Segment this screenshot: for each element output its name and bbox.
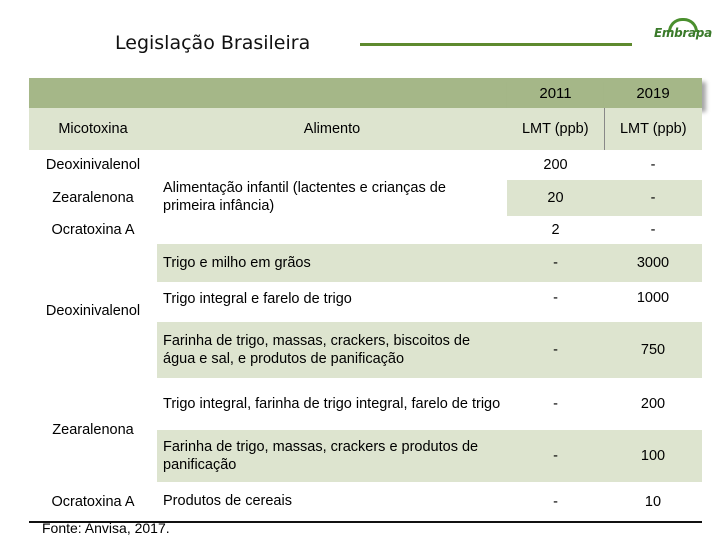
col-header-lmt-2019: LMT (ppb) bbox=[604, 108, 702, 150]
value-2011: - bbox=[507, 482, 604, 522]
year-2011: 2011 bbox=[507, 78, 604, 108]
year-header-row bbox=[29, 78, 702, 108]
value-2019: 10 bbox=[604, 482, 702, 522]
value-2019: - bbox=[604, 180, 702, 216]
value-2019: 100 bbox=[604, 430, 702, 482]
title-underline bbox=[360, 43, 632, 46]
value-2011: - bbox=[507, 378, 604, 430]
col-header-alimento: Alimento bbox=[157, 108, 507, 150]
value-2011: - bbox=[507, 430, 604, 482]
food-cell: Trigo e milho em grãos bbox=[157, 244, 507, 282]
food-cell: Alimentação infantil (lactentes e crianças de primeira infância) bbox=[157, 150, 507, 244]
toxin-cell: Zearalenona bbox=[29, 180, 157, 216]
value-2019: - bbox=[604, 216, 702, 244]
toxin-cell: Ocratoxina A bbox=[29, 216, 157, 244]
food-cell: Farinha de trigo, massas, crackers, biscoitos de água e sal, e produtos de panificação bbox=[157, 322, 507, 378]
table-row bbox=[29, 244, 702, 282]
value-2011: 200 bbox=[507, 150, 604, 180]
value-2019: 750 bbox=[604, 322, 702, 378]
source-note: Fonte: Anvisa, 2017. bbox=[42, 520, 170, 536]
toxin-cell: Deoxinivalenol bbox=[29, 150, 157, 180]
page-title: Legislação Brasileira bbox=[115, 32, 311, 54]
value-2011: - bbox=[507, 244, 604, 282]
value-2019: 200 bbox=[604, 378, 702, 430]
food-cell: Farinha de trigo, massas, crackers e produtos de panificação bbox=[157, 430, 507, 482]
value-2019: - bbox=[604, 150, 702, 180]
food-cell: Trigo integral, farinha de trigo integral, farelo de trigo bbox=[157, 378, 507, 430]
col-header-lmt-2011: LMT (ppb) bbox=[507, 108, 604, 150]
value-2011: - bbox=[507, 322, 604, 378]
col-header-micotoxina: Micotoxina bbox=[29, 108, 157, 150]
table-row bbox=[29, 378, 702, 430]
value-2019: 3000 bbox=[604, 244, 702, 282]
year-header-blank bbox=[29, 78, 507, 108]
value-2011: 20 bbox=[507, 180, 604, 216]
year-2019: 2019 bbox=[604, 78, 702, 108]
toxin-cell: Ocratoxina A bbox=[29, 482, 157, 522]
value-2011: 2 bbox=[507, 216, 604, 244]
toxin-cell: Deoxinivalenol bbox=[29, 244, 157, 378]
embrapa-logo bbox=[654, 18, 714, 48]
food-cell: Trigo integral e farelo de trigo bbox=[157, 282, 507, 322]
toxin-cell: Zearalenona bbox=[29, 378, 157, 482]
food-cell: Produtos de cereais bbox=[157, 482, 507, 522]
value-2019: 1000 bbox=[604, 282, 702, 322]
table-row bbox=[29, 482, 702, 522]
column-header-row bbox=[29, 108, 702, 150]
logo-text: Embrapa bbox=[654, 26, 712, 40]
legislation-table bbox=[29, 78, 702, 523]
value-2011: - bbox=[507, 282, 604, 322]
table-row bbox=[29, 150, 702, 180]
